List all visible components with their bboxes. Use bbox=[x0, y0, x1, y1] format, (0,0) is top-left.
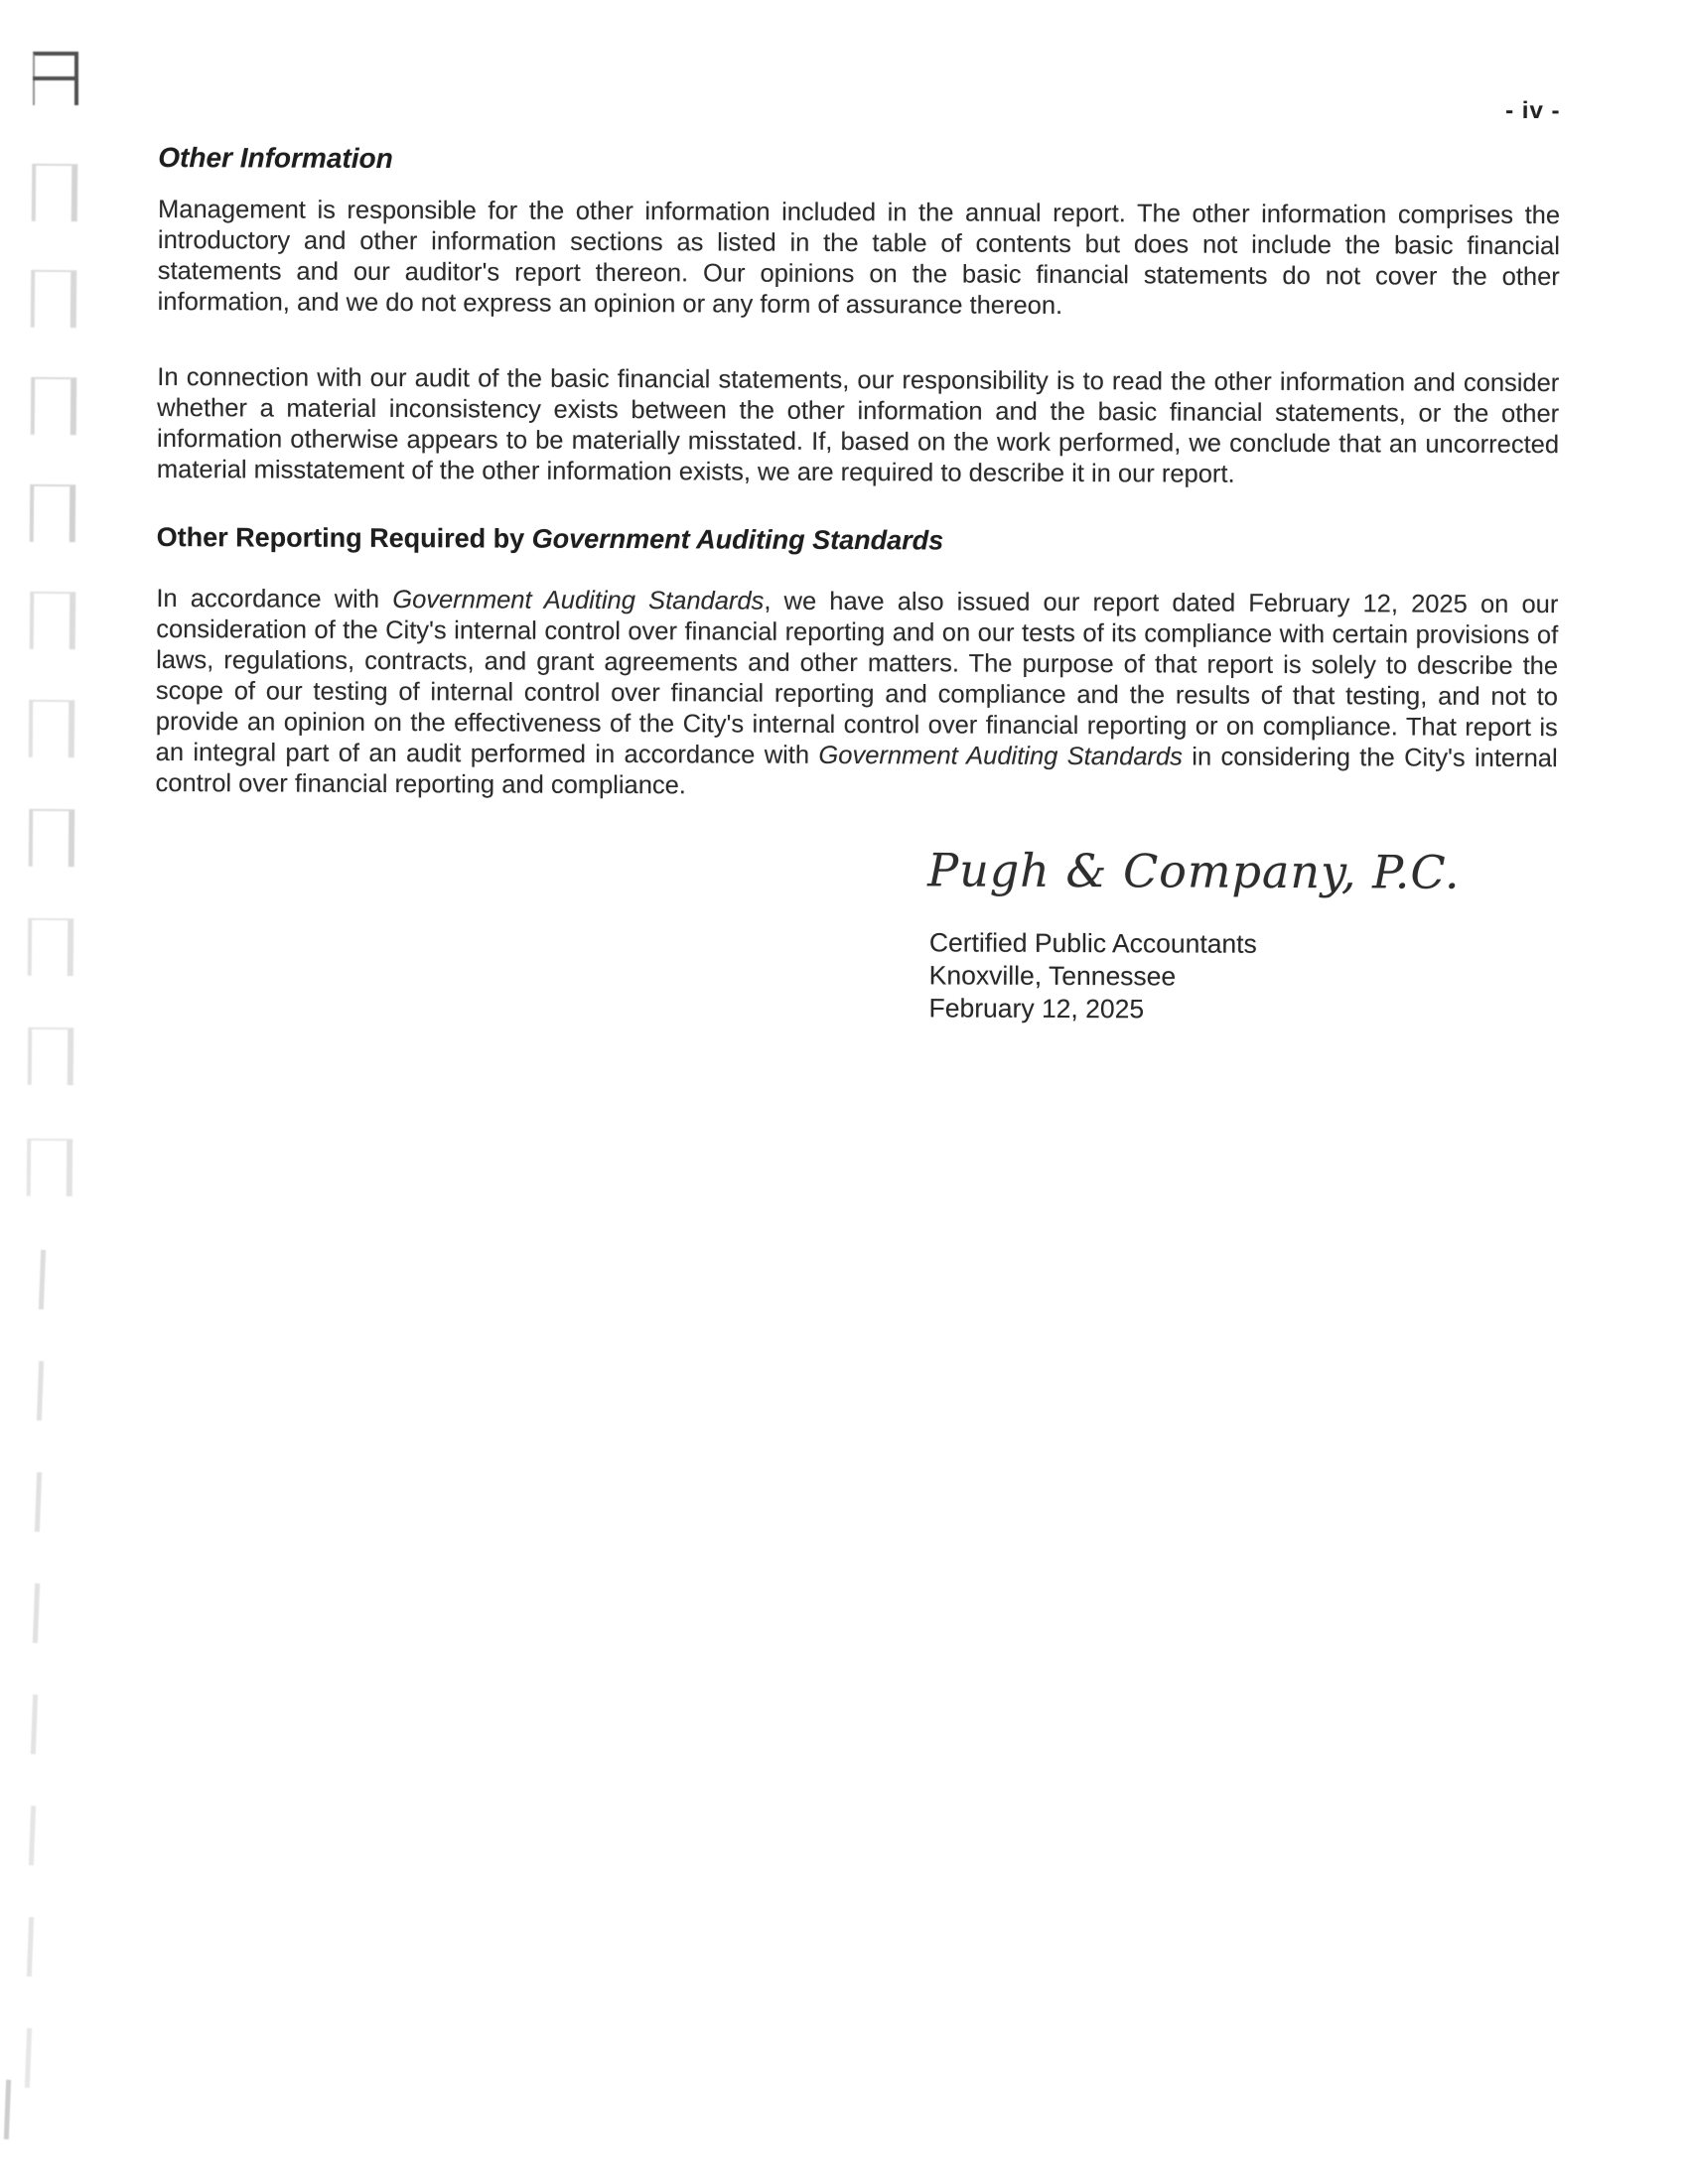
binding-hole-mark bbox=[31, 377, 77, 435]
signature-location-line: Knoxville, Tennessee bbox=[928, 960, 1177, 992]
signature-date-line: February 12, 2025 bbox=[928, 993, 1145, 1024]
binding-hole-mark bbox=[30, 484, 76, 542]
binding-hole-mark bbox=[31, 1695, 38, 1754]
page-number: - iv - bbox=[1505, 96, 1561, 125]
binding-hole-mark bbox=[27, 1139, 73, 1196]
binding-hole-mark bbox=[33, 52, 78, 105]
binding-hole-mark bbox=[29, 700, 75, 757]
section-heading-other-reporting: Other Reporting Required by Government Auditing Standards bbox=[156, 521, 944, 556]
binding-hole-mark bbox=[31, 270, 77, 328]
document-content bbox=[149, 0, 1561, 2184]
binding-hole-mark bbox=[29, 1806, 36, 1865]
binding-hole-mark bbox=[33, 1583, 40, 1643]
binding-hole-mark bbox=[29, 809, 75, 867]
paragraph-other-information-2: In connection with our audit of the basic financial statements, our responsibility is to read the other information and consider whether a material inconsistency exists between the other information and the basic financial statements, or the other information otherwise appears to be materially misstated. If, based on the work performed, we conclude that an uncorrected material misstatement of the other information exists, we are required to describe it in our report. bbox=[156, 362, 1560, 488]
binding-hole-mark bbox=[30, 592, 76, 649]
signature-title-line: Certified Public Accountants bbox=[928, 927, 1257, 959]
signature-firm-name: Pugh & Company, P.C. bbox=[927, 843, 1461, 899]
binding-hole-mark bbox=[39, 1250, 46, 1309]
binding-hole-mark bbox=[4, 2080, 11, 2139]
binding-hole-mark bbox=[25, 2028, 32, 2088]
paragraph-other-reporting: In accordance with Government Auditing Standards, we have also issued our report dated February 12, 2025 on our consideration of the City's internal control over financial reporting and on our tests of its compliance with certain provisions of laws, regulations, contracts, and grant agreements and other matters. The purpose of that report is solely to describe the scope of our testing of internal control over financial reporting and compliance and the results of that testing, and not to provide an opinion on the effectiveness of the City's internal control over financial reporting or on compliance. That report is an integral part of an audit performed in accordance with Government Auditing Standards in considering the City's internal control over financial reporting and compliance. bbox=[155, 584, 1559, 800]
section-heading-other-information: Other Information bbox=[158, 141, 393, 175]
binding-hole-mark bbox=[37, 1361, 44, 1421]
binding-hole-mark bbox=[27, 1917, 34, 1977]
binding-hole-mark bbox=[28, 918, 74, 976]
binding-hole-mark bbox=[32, 164, 78, 221]
binding-hole-mark bbox=[35, 1472, 42, 1532]
paragraph-other-information-1: Management is responsible for the other information included in the annual report. The other information comprises the introductory and other information sections as listed in the table of contents but does not include the basic financial statements and our auditor's report thereon. Our opinions on the basic financial statements do not cover the other information, and we do not express an opinion or any form of assurance thereon. bbox=[157, 195, 1561, 320]
binding-hole-mark bbox=[28, 1027, 74, 1085]
